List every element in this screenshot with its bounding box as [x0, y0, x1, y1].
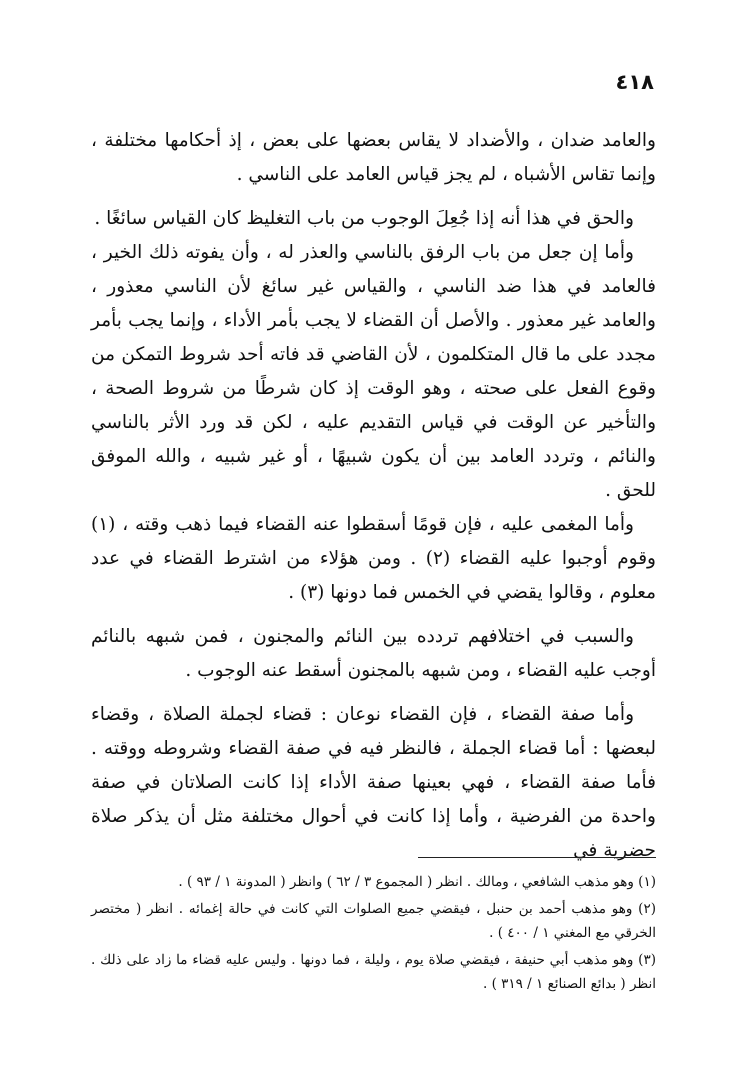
paragraph-4: وأما المغمى عليه ، فإن قومًا أسقطوا عنه القضاء فيما ذهب وقته ، (١) وقوم أوجبوا عليه القضاء (٢) . ومن هؤلاء من اشترط القضاء في عدد معلوم ، وقالوا يقضي في الخمس فما دونها (٣) . [91, 514, 656, 603]
paragraph-1: والعامد ضدان ، والأضداد لا يقاس بعضها على بعض ، إذ أحكامها مختلفة ، وإنما تقاس الأشباه ، لم يجز قياس العامد على الناسي . [91, 130, 656, 185]
footnote-2: (٢) وهو مذهب أحمد بن حنبل ، فيقضي جميع الصلوات التي كانت في حالة إغمائه . انظر ( مختصر الخرقي مع المغني ١ / ٤٠٠ ) . [91, 901, 656, 941]
paragraph-3: وأما إن جعل من باب الرفق بالناسي والعذر له ، وأن يفوته ذلك الخير ، فالعامد في هذا ضد الناسي ، والقياس غير سائغ لأن الناسي معذور ، والعامد غير معذور . والأصل أن القضاء لا يجب بأمر الأداء ، وإنما يجب بأمر مجدد على ما قال المتكلمون ، لأن القاضي قد فاته أحد شروط التمكن من وقوع الفعل على صحته ، وهو الوقت إذ كان شرطًا من شروط الصحة ، والتأخير عن الوقت في قياس التقديم عليه ، لكن قد ورد الأثر بالناسي والنائم ، وتردد العامد بين أن يكون شبيهًا ، أو غير شبيه ، والله الموفق للحق . [91, 242, 656, 501]
main-text [91, 124, 656, 868]
paragraph-5: والسبب في اختلافهم تردده بين النائم والمجنون ، فمن شبهه بالنائم أوجب عليه القضاء ، ومن شبهه بالمجنون أسقط عنه الوجوب . [91, 626, 656, 681]
footnotes [91, 870, 656, 999]
footnote-separator [418, 857, 656, 858]
footnote-3: (٣) وهو مذهب أبي حنيفة ، فيقضي صلاة يوم ، وليلة ، فما دونها . وليس عليه قضاء ما زاد على ذلك . انظر ( بدائع الصنائع ١ / ٣١٩ ) . [91, 952, 656, 992]
page-number: ٤١٨ [615, 70, 654, 94]
paragraph-2: والحق في هذا أنه إذا جُعِلَ الوجوب من باب التغليظ كان القياس سائغًا . [94, 208, 634, 229]
footnote-1: (١) وهو مذهب الشافعي ، ومالك . انظر ( المجموع ٣ / ٦٢ ) وانظر ( المدونة ١ / ٩٣ ) . [178, 874, 656, 890]
paragraph-6: وأما صفة القضاء ، فإن القضاء نوعان : قضاء لجملة الصلاة ، وقضاء لبعضها : أما قضاء الجملة ، فالنظر فيه في صفة القضاء وشروطه ووقته . فأما صفة القضاء ، فهي بعينها صفة الأداء إذا كانت الصلاتان في صفة واحدة من الفرضية ، وأما إذا كانت في أحوال مختلفة مثل أن يذكر صلاة حضرية في [91, 704, 656, 861]
